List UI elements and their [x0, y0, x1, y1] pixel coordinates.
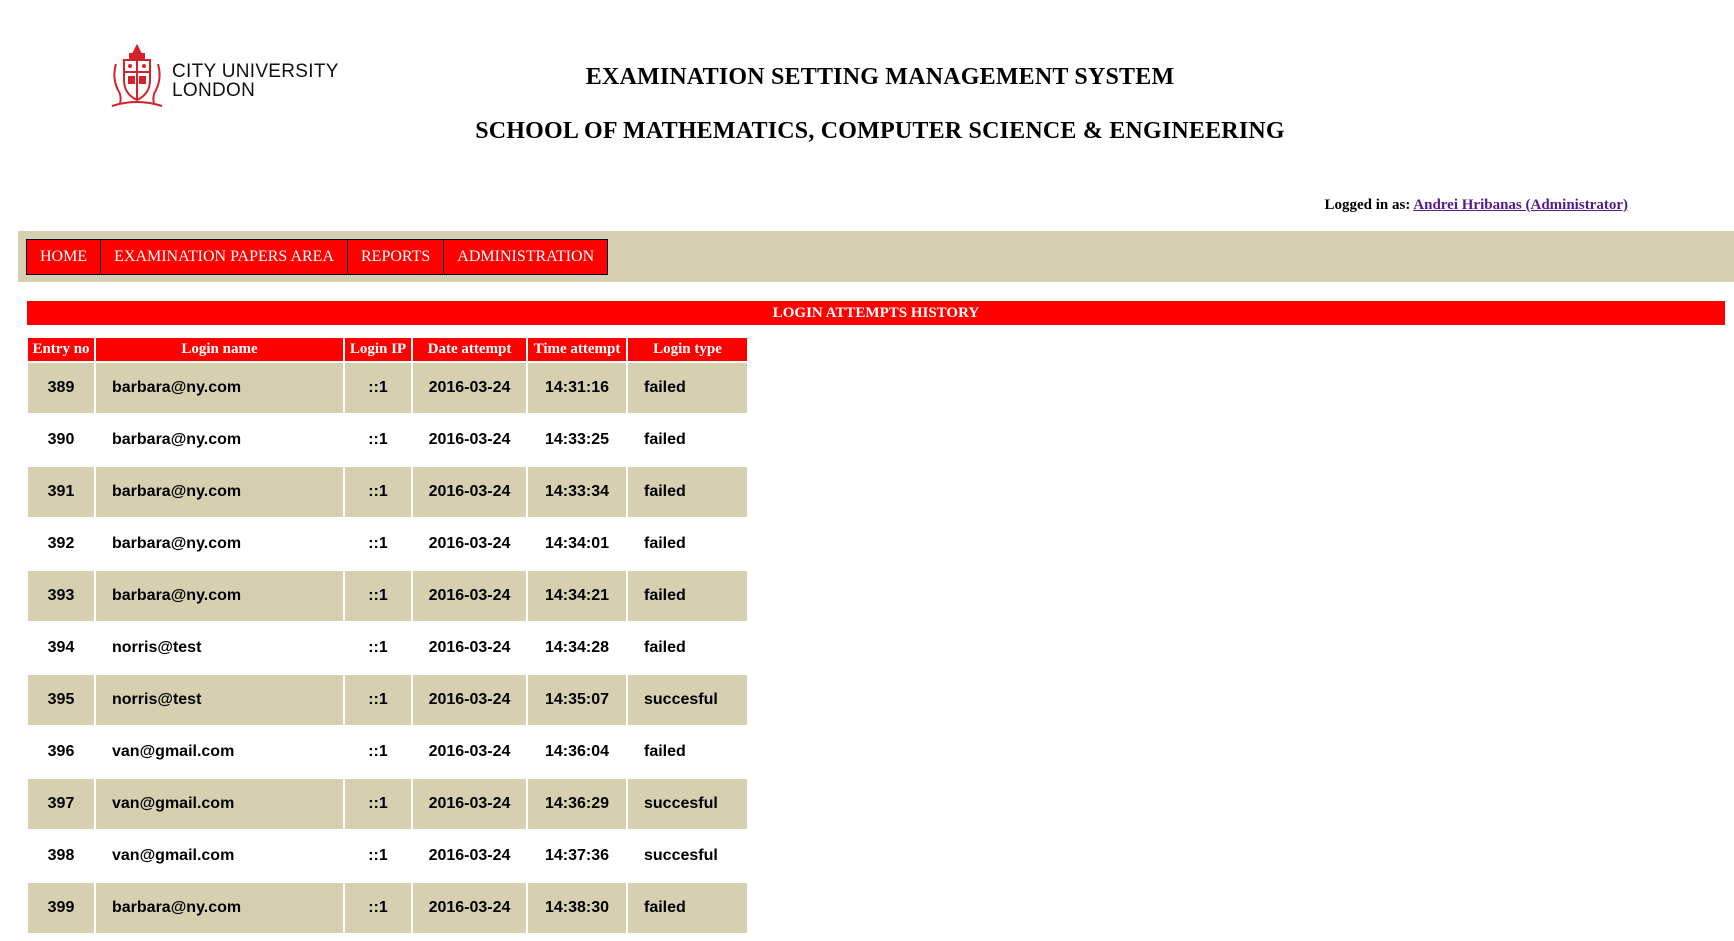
column-header-entry-no: Entry no [28, 338, 94, 361]
cell-login-type: failed [628, 519, 747, 569]
cell-login-ip: ::1 [345, 883, 411, 933]
column-header-login-name: Login name [96, 338, 343, 361]
nav-item-reports[interactable]: REPORTS [348, 240, 444, 274]
cell-login-name: norris@test [96, 623, 343, 673]
cell-login-type: succesful [628, 779, 747, 829]
cell-login-type: failed [628, 571, 747, 621]
cell-login-ip: ::1 [345, 519, 411, 569]
table-row [28, 779, 747, 829]
cell-login-ip: ::1 [345, 831, 411, 881]
login-status-prefix: Logged in as: [1324, 197, 1411, 213]
cell-time-attempt: 14:38:30 [528, 883, 626, 933]
cell-entry-no: 399 [28, 883, 94, 933]
cell-login-ip: ::1 [345, 571, 411, 621]
cell-login-name: barbara@ny.com [96, 363, 343, 413]
cell-time-attempt: 14:36:04 [528, 727, 626, 777]
cell-login-type: failed [628, 467, 747, 517]
cell-login-name: barbara@ny.com [96, 519, 343, 569]
cell-login-name: van@gmail.com [96, 727, 343, 777]
cell-login-name: van@gmail.com [96, 779, 343, 829]
logo-line-1: CITY UNIVERSITY [172, 61, 339, 82]
cell-date-attempt: 2016-03-24 [413, 779, 526, 829]
column-header-time-attempt: Time attempt [528, 338, 626, 361]
login-history-table [26, 336, 749, 935]
cell-login-type: failed [628, 415, 747, 465]
cell-time-attempt: 14:33:34 [528, 467, 626, 517]
cell-time-attempt: 14:34:01 [528, 519, 626, 569]
column-header-login-ip: Login IP [345, 338, 411, 361]
cell-date-attempt: 2016-03-24 [413, 883, 526, 933]
cell-entry-no: 393 [28, 571, 94, 621]
table-row [28, 415, 747, 465]
cell-login-ip: ::1 [345, 779, 411, 829]
nav-item-administration[interactable]: ADMINISTRATION [444, 240, 607, 274]
logo-line-2: LONDON [172, 80, 256, 101]
cell-entry-no: 390 [28, 415, 94, 465]
cell-time-attempt: 14:37:36 [528, 831, 626, 881]
table-row [28, 467, 747, 517]
cell-date-attempt: 2016-03-24 [413, 519, 526, 569]
cell-date-attempt: 2016-03-24 [413, 623, 526, 673]
cell-login-ip: ::1 [345, 727, 411, 777]
cell-login-name: barbara@ny.com [96, 883, 343, 933]
cell-time-attempt: 14:35:07 [528, 675, 626, 725]
section-title: LOGIN ATTEMPTS HISTORY [27, 301, 1725, 325]
cell-login-type: succesful [628, 831, 747, 881]
cell-date-attempt: 2016-03-24 [413, 727, 526, 777]
cell-login-ip: ::1 [345, 415, 411, 465]
table-header-row [28, 338, 747, 361]
cell-date-attempt: 2016-03-24 [413, 675, 526, 725]
cell-time-attempt: 14:36:29 [528, 779, 626, 829]
cell-entry-no: 395 [28, 675, 94, 725]
cell-login-type: failed [628, 363, 747, 413]
cell-entry-no: 398 [28, 831, 94, 881]
table-row [28, 519, 747, 569]
cell-login-name: barbara@ny.com [96, 571, 343, 621]
cell-entry-no: 397 [28, 779, 94, 829]
table-row [28, 571, 747, 621]
user-profile-link[interactable]: Andrei Hribanas (Administrator) [1413, 197, 1628, 213]
cell-login-ip: ::1 [345, 467, 411, 517]
cell-login-type: succesful [628, 675, 747, 725]
table-row [28, 727, 747, 777]
cell-date-attempt: 2016-03-24 [413, 363, 526, 413]
nav-item-home[interactable]: HOME [27, 240, 101, 274]
cell-login-ip: ::1 [345, 675, 411, 725]
cell-entry-no: 389 [28, 363, 94, 413]
page-title: EXAMINATION SETTING MANAGEMENT SYSTEM [585, 64, 1175, 90]
cell-date-attempt: 2016-03-24 [413, 415, 526, 465]
cell-login-ip: ::1 [345, 623, 411, 673]
nav-item-examination-papers-area[interactable]: EXAMINATION PAPERS AREA [101, 240, 348, 274]
table-row [28, 883, 747, 933]
cell-entry-no: 391 [28, 467, 94, 517]
cell-time-attempt: 14:34:21 [528, 571, 626, 621]
cell-login-name: barbara@ny.com [96, 467, 343, 517]
cell-login-name: norris@test [96, 675, 343, 725]
cell-login-type: failed [628, 883, 747, 933]
cell-time-attempt: 14:34:28 [528, 623, 626, 673]
column-header-date-attempt: Date attempt [413, 338, 526, 361]
cell-entry-no: 396 [28, 727, 94, 777]
table-row [28, 363, 747, 413]
table-row [28, 623, 747, 673]
cell-login-name: van@gmail.com [96, 831, 343, 881]
table-row [28, 675, 747, 725]
nav-menu [26, 239, 608, 275]
cell-login-type: failed [628, 727, 747, 777]
nav-bar [18, 231, 1734, 282]
cell-date-attempt: 2016-03-24 [413, 571, 526, 621]
page-subtitle: SCHOOL OF MATHEMATICS, COMPUTER SCIENCE & ENGINEERING [475, 118, 1285, 144]
cell-entry-no: 394 [28, 623, 94, 673]
cell-time-attempt: 14:31:16 [528, 363, 626, 413]
cell-entry-no: 392 [28, 519, 94, 569]
login-status [1324, 197, 1628, 214]
cell-login-name: barbara@ny.com [96, 415, 343, 465]
column-header-login-type: Login type [628, 338, 747, 361]
cell-time-attempt: 14:33:25 [528, 415, 626, 465]
cell-login-type: failed [628, 623, 747, 673]
cell-login-ip: ::1 [345, 363, 411, 413]
cell-date-attempt: 2016-03-24 [413, 831, 526, 881]
cell-date-attempt: 2016-03-24 [413, 467, 526, 517]
table-row [28, 831, 747, 881]
